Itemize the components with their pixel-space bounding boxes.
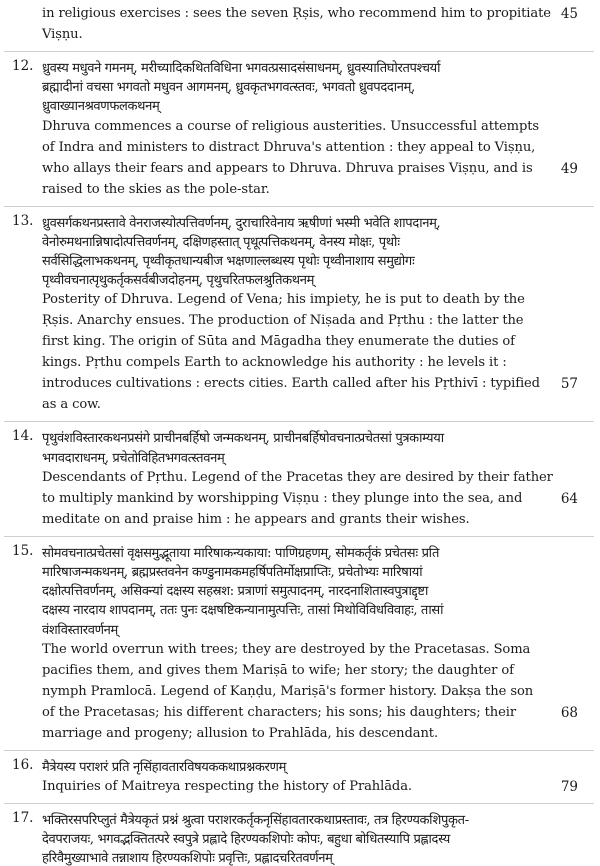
divider xyxy=(4,421,594,422)
entry-english-line: Posterity of Dhruva. Legend of Vena; his impiety, he is put to death by the xyxy=(42,292,525,308)
entry-english-line: Ṛṣis. Anarchy ensues. The production of Niṣada and Pṛthu : the latter the xyxy=(42,313,524,329)
page-number: 57 xyxy=(560,376,578,393)
entry-number: 12. xyxy=(12,58,34,74)
entry-sanskrit-line: ब्रह्मादीनां वचसा भगवतो मधुवन आगमनम्, ध्रुवकृतभगवत्स्तवः, भगवतो ध्रुवपददानम्, xyxy=(42,80,415,96)
entry-english-line: The world overrun with trees; they are destroyed by the Pracetasas. Soma xyxy=(42,641,531,657)
entry-sanskrit-line: वेनोरुमथनान्निषादोत्पत्तिवर्णनम्, दक्षिणहस्तात् पृथूत्पत्तिकथनम्, वेनस्य मोक्षः, पृथोः xyxy=(42,234,400,250)
entry-sanskrit-line: दक्षस्य नारदाय शापदानम्, ततः पुनः दक्षषष्टिकन्यानामुत्पत्तिः, तासां मिथोविविधविवाहः, तासां xyxy=(42,603,444,619)
entry-sanskrit-line: सर्वसिद्धिलाभकथनम्, पृथ्वीकृतधान्यबीज भक्षणाल्लब्धस्य पृथोः पृथ्वीनाशाय समुद्योगः xyxy=(42,254,415,269)
entry-sanskrit-line: हरिवैमुख्याभावे तन्नाशाय हिरण्यकशिपोः प्रवृत्तिः, प्रह्लादचरितवर्णनम् xyxy=(42,851,333,866)
entry-english-line: raised to the skies as the pole-star. xyxy=(42,181,270,197)
entry-english-line: in religious exercises : sees the seven Ṛṣis, who recommend him to propitiate xyxy=(42,6,551,21)
entry-sanskrit-line: भगवदाराधनम्, प्रचेतोविहितभगवत्स्तवनम् xyxy=(42,450,225,466)
divider xyxy=(4,51,594,52)
entry-english-line: Viṣṇu. xyxy=(42,27,83,42)
entry-english-line: Dhruva commences a course of religious austerities. Unsuccessful attempts xyxy=(42,118,540,134)
entry-english-line: as a cow. xyxy=(42,397,101,413)
page-number: 68 xyxy=(560,704,578,721)
entry-english-line: pacifies them, and gives them Mariṣā to wife; her story; the daughter of xyxy=(42,662,514,678)
entry-number: 13. xyxy=(12,212,34,229)
entry-sanskrit-line: दक्षोत्पत्तिवर्णनम्, असिक्न्यां दक्षस्य सहस्रश: प्रत्राणां समुत्पादनम्, नारदनाशितास्वपुत्राद्दृष्टा xyxy=(42,584,429,600)
entry-sanskrit-line: वंशविस्तारवर्णनम् xyxy=(42,622,118,638)
entry-number: 15. xyxy=(12,542,34,559)
page-number: 45 xyxy=(560,6,578,22)
entry-english-line: of the Pracetasas; his different characters; his sons; his daughters; their xyxy=(42,704,516,720)
divider xyxy=(4,206,594,207)
entry-english-line: introduces cultivations : erects cities. Earth called after his Pṛthivī : typified xyxy=(42,376,540,392)
entry-sanskrit-line: ध्रुवाख्यानश्रवणफलकथनम् xyxy=(42,99,160,115)
entry-number: 17. xyxy=(12,810,34,826)
page-number: 49 xyxy=(560,160,578,177)
entry-english-line: first king. The origin of Sūta and Māgadha they enumerate the duties of xyxy=(42,334,515,350)
entry-english-line: meditate on and praise him : he appears and grants their wishes. xyxy=(42,511,470,527)
entry-english-line: of Indra and ministers to distract Dhruva's attention : they appeal to Viṣṇu, xyxy=(42,139,536,155)
entry-english-line: to multiply mankind by worshipping Viṣṇu : they plunge into the sea, and xyxy=(42,490,523,506)
entry-sanskrit-line: ध्रुवसर्गकथनप्रस्तावे वेनराजस्योत्पत्तिवर्णनम्, दुराचारिवेनाय ऋषीणां भस्मी भवेति शापदानम्, xyxy=(42,215,441,231)
entry-sanskrit-line: देवपराजयः, भगवद्भक्तितत्परे स्वपुत्रे प्रह्लादे हिरण्यकशिपोः कोपः, बहुधा बोधितस्यापि प्रह्लादस्य xyxy=(42,832,450,848)
entry-english-line: nymph Pramlocā. Legend of Kaṇḍu, Mariṣā's former history. Dakṣa the son xyxy=(42,683,534,699)
entry-english-line: Descendants of Pṛthu. Legend of the Pracetas they are desired by their father xyxy=(42,469,553,485)
entry-sanskrit-line: पृथ्वीवचनात्पृथुकर्तृकसर्वबीजदोहनम्, पृथुचरितफलश्रुतिकथनम् xyxy=(42,273,315,289)
divider xyxy=(4,536,594,537)
entry-sanskrit-line: सोमवचनात्प्रचेतसां वृक्षसमुद्भूताया मारिषाकन्यकाया: पाणिग्रहणम्, सोमकर्तृकं प्रचेतसः प्रति xyxy=(42,545,440,561)
entry-sanskrit-line: मैत्रेयस्य पराशरं प्रति नृसिंहावतारविषयककथाप्रश्नकरणम् xyxy=(42,759,286,775)
entry-sanskrit-line: भक्तिरसपरिप्लुतं मैत्रेयकृतं प्रश्नं श्रुत्वा पराशरकर्तृकनृसिंहावतारकथाप्रस्तावः, तत्र हिरण्यकशिपुकृत- xyxy=(42,813,469,828)
page-number: 79 xyxy=(560,779,578,795)
entry-english-line: marriage and progeny; allusion to Prahlāda, his descendant. xyxy=(42,725,439,741)
entry-english-line: Inquiries of Maitreya respecting the history of Prahlāda. xyxy=(42,779,412,794)
entry-english-line: kings. Pṛthu compels Earth to acknowledge his authority : he levels it : xyxy=(42,355,507,371)
entry-english-line: who allays their fears and appears to Dhruva. Dhruva praises Viṣṇu, and is xyxy=(42,160,533,176)
entry-number: 14. xyxy=(12,428,34,445)
divider xyxy=(4,750,594,751)
entry-sanskrit-line: ध्रुवस्य मधुवने गमनम्, मरीच्यादिकथितविधिना भगवत्प्रसादसंसाधनम्, ध्रुवस्यातिघोरतपश्चर्या xyxy=(42,61,441,76)
entry-sanskrit-line: मारिषाजन्मकथनम्, ब्रह्मप्रस्तवनेन कण्डुनामकमहर्षिपतिर्मोक्षप्राप्तिः, प्रचेतोभ्यः मारिषायां xyxy=(42,565,423,580)
entry-sanskrit-line: पृथुवंशविस्तारकथनप्रसंगे प्राचीनबर्हिषो जन्मकथनम्, प्राचीनबर्हिषोवचनात्प्रचेतसां पुत्रकाम्यया xyxy=(42,431,444,447)
page-number: 64 xyxy=(560,490,578,507)
divider xyxy=(4,803,594,804)
entry-number: 16. xyxy=(12,756,34,773)
